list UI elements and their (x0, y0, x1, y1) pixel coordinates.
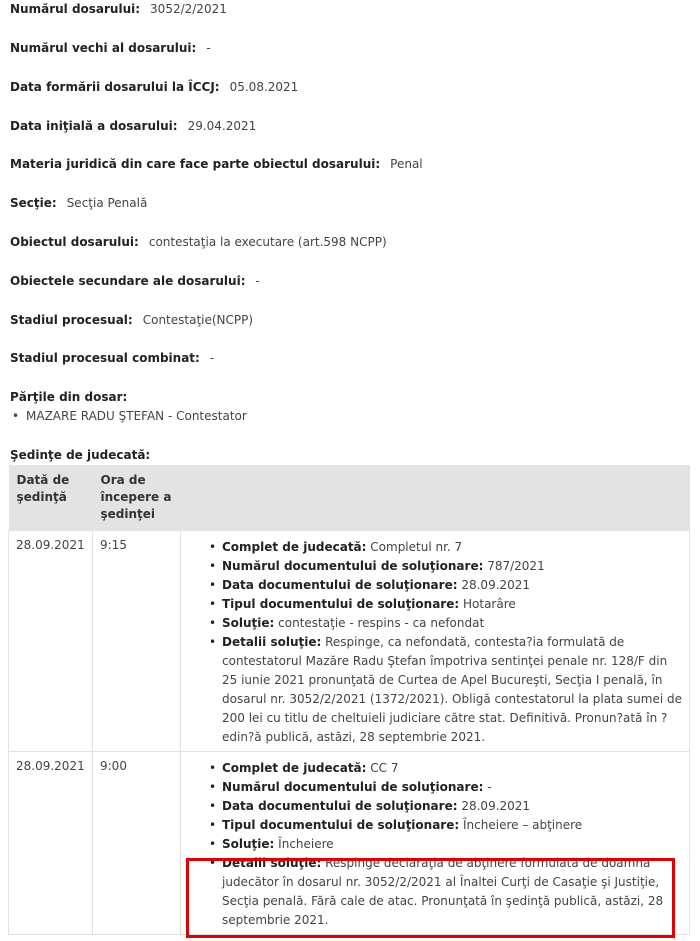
party-item: • MAZARE RADU ŞTEFAN - Contestator (26, 409, 247, 423)
highlight-box (186, 858, 675, 938)
detail-numar: • Numărul documentului de soluţionare: - (222, 778, 682, 797)
parties-heading: Părţile din dosar: (10, 390, 128, 404)
detail-tip: • Tipul documentului de soluţionare: Încheiere – abţinere (222, 816, 682, 835)
detail-detalii: • Detalii soluţie: Respinge declaraţia de abţinere formulată de doamna judecător în dosarul nr. 3052/2/2021 al Înaltei Curţi de Casaţie şi Justiţie, Secţia penală. Fără cale de atac. Pronunţată în şedinţă publică, astăzi, 28 septembrie 2021. (222, 854, 682, 930)
detail-data: • Data documentului de soluţionare: 28.09.2021 (222, 797, 682, 816)
field-obiectul-dosarului: Obiectul dosarului: contestaţia la executare (art.598 NCPP) (10, 235, 387, 249)
hearing-time: 9:00 (93, 752, 181, 935)
field-stadiul-procesual: Stadiul procesual: Contestaţie(NCPP) (10, 313, 254, 327)
hearing-time: 9:15 (93, 531, 181, 752)
hearings-heading: Şedinţe de judecată: (10, 448, 151, 462)
detail-complet: • Complet de judecată: CC 7 (222, 759, 682, 778)
field-obiecte-secundare: Obiectele secundare ale dosarului: - (10, 274, 260, 288)
detail-numar: • Numărul documentului de soluţionare: 787/2021 (222, 557, 682, 576)
field-materia-juridica: Materia juridică din care face parte obiectul dosarului: Penal (10, 157, 423, 171)
table-row (9, 531, 690, 752)
hearing-date: 28.09.2021 (9, 531, 93, 752)
field-numar-vechi: Numărul vechi al dosarului: - (10, 41, 211, 55)
detail-detalii: • Detalii soluţie: Respinge, ca nefondată, contesta?ia formulată de contestatorul Mazăre Radu Ştefan împotriva sentinţei penale nr. 128/F din 25 iunie 2021 pronunţată de Curtea de Apel Bucureşti, Secţia I penală, în dosarul nr. 3052/2/2021 (1372/2021). Obligă contestatorul la plata sumei de 200 lei cu titlu de cheltuieli judiciare către stat. Definitivă. Pronun?ată în ?edin?ă publică, astăzi, 28 septembrie 2021. (222, 633, 682, 747)
detail-tip: • Tipul documentului de soluţionare: Hotarâre (222, 595, 682, 614)
field-data-formarii: Data formării dosarului la ÎCCJ: 05.08.2021 (10, 80, 299, 94)
detail-solutie: • Soluţie: contestaţie - respins - ca nefondat (222, 614, 682, 633)
detail-data: • Data documentului de soluţionare: 28.09.2021 (222, 576, 682, 595)
table-header-row (9, 465, 690, 531)
col-header-date: Dată de şedinţă (9, 465, 93, 531)
col-header-details (181, 465, 690, 531)
col-header-time: Ora de începere a şedinţei (93, 465, 181, 531)
field-stadiul-combinat: Stadiul procesual combinat: - (10, 351, 215, 365)
field-data-initiala: Data iniţială a dosarului: 29.04.2021 (10, 119, 257, 133)
field-sectie: Secţie: Secţia Penală (10, 196, 148, 210)
detail-solutie: • Soluţie: Încheiere (222, 835, 682, 854)
field-numar-dosar: Numărul dosarului: 3052/2/2021 (10, 2, 227, 16)
hearing-date: 28.09.2021 (9, 752, 93, 935)
detail-complet: • Complet de judecată: Completul nr. 7 (222, 538, 682, 557)
hearing-details (181, 531, 690, 752)
